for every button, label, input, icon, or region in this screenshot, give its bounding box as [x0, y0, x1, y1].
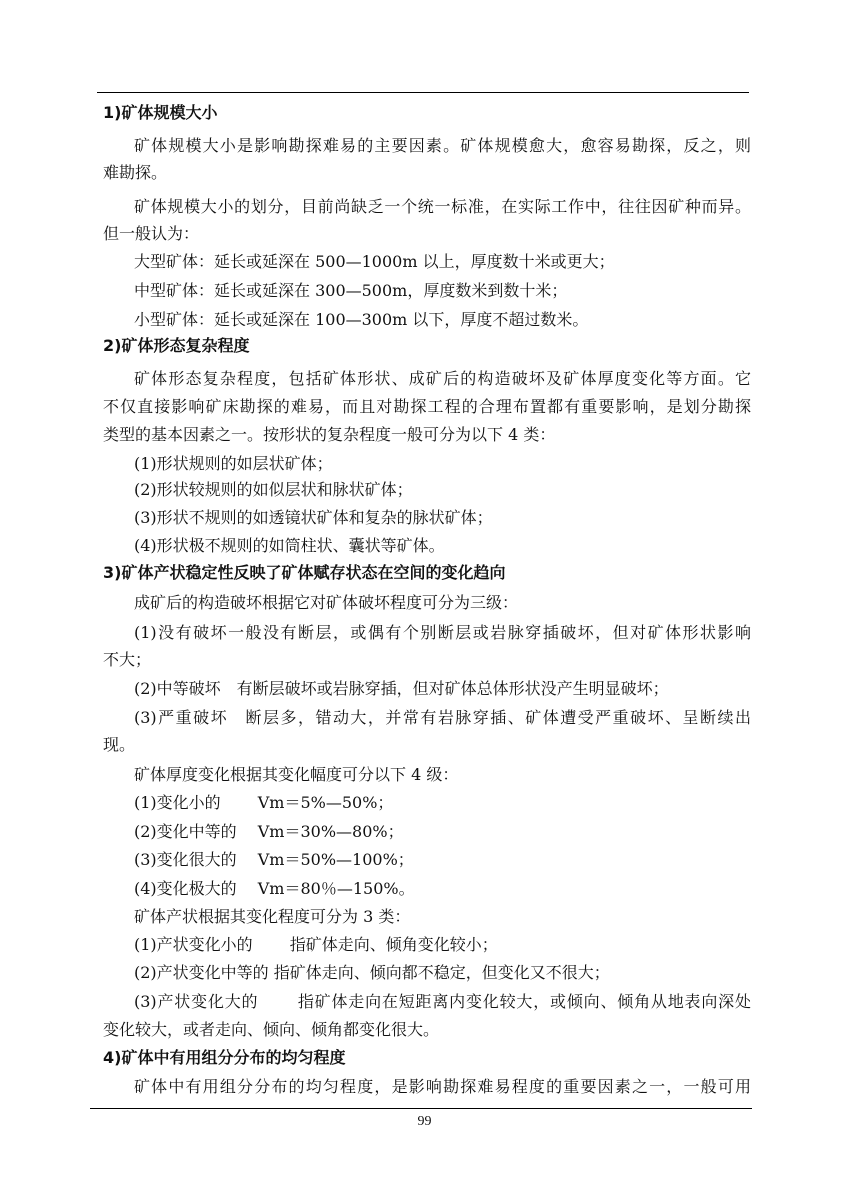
paragraph-line: 成矿后的构造破坏根据它对矿体破坏程度可分为三级：: [134, 593, 519, 612]
list-item: (3)形状不规则的如透镜状矿体和复杂的脉状矿体；: [134, 508, 493, 527]
list-item: (1)形状规则的如层状矿体；: [134, 454, 333, 473]
list-item: (2)形状较规则的如似层状和脉状矿体；: [134, 480, 413, 499]
list-item: (4)变化极大的 Vm＝80％—150%。: [134, 879, 415, 898]
paragraph-line: 矿体规模大小的划分，目前尚缺乏一个统一标准，在实际工作中，往往因矿种而异。: [134, 197, 751, 216]
list-item: (3)严重破坏 断层多，错动大，并常有岩脉穿插、矿体遭受严重破坏、呈断续出: [134, 708, 751, 727]
list-item: (2)产状变化中等的 指矿体走向、倾向都不稳定，但变化又不很大；: [134, 963, 610, 982]
list-item: (2)变化中等的 Vm＝30%—80%；: [134, 822, 404, 841]
paragraph-line: 中型矿体：延长或延深在 300—500m，厚度数米到数十米；: [134, 281, 568, 300]
paragraph-line: 矿体中有用组分分布的均匀程度，是影响勘探难易程度的重要因素之一，一般可用: [134, 1077, 751, 1096]
paragraph-line: 但一般认为：: [103, 224, 200, 243]
list-item: (3)变化很大的 Vm＝50%—100%；: [134, 850, 414, 869]
paragraph-line: 不仅直接影响矿床勘探的难易，而且对勘探工程的合理布置都有重要影响，是划分勘探: [103, 397, 751, 416]
paragraph-line: 矿体厚度变化根据其变化幅度可分以下 4 级：: [134, 765, 459, 784]
section-heading: 3)矿体产状稳定性反映了矿体赋存状态在空间的变化趋向: [103, 563, 506, 582]
section-heading: 2)矿体形态复杂程度: [103, 336, 250, 355]
footer-rule: [90, 1108, 752, 1109]
list-item: (4)形状极不规则的如筒柱状、囊状等矿体。: [134, 536, 445, 555]
page-number: 99: [417, 1114, 432, 1129]
paragraph-line: 大型矿体：延长或延深在 500—1000m 以上，厚度数十米或更大；: [134, 252, 615, 271]
list-item: (1)没有破坏一般没有断层，或偶有个别断层或岩脉穿插破坏，但对矿体形状影响: [134, 623, 751, 642]
paragraph-line: 矿体形态复杂程度，包括矿体形状、成矿后的构造破坏及矿体厚度变化等方面。它: [134, 369, 751, 388]
paragraph-line: 不大；: [103, 650, 152, 669]
list-item: (1)产状变化小的 指矿体走向、倾角变化较小；: [134, 935, 498, 954]
paragraph-line: 小型矿体：延长或延深在 100—300m 以下，厚度不超过数米。: [134, 310, 589, 329]
paragraph-line: 变化较大，或者走向、倾向、倾角都变化很大。: [103, 1020, 440, 1039]
paragraph-line: 矿体产状根据其变化程度可分为 3 类：: [134, 907, 411, 926]
list-item: (2)中等破坏 有断层破坏或岩脉穿插，但对矿体总体形状没产生明显破坏；: [134, 679, 669, 698]
section-heading: 1)矿体规模大小: [103, 103, 218, 122]
list-item: (3)产状变化大的 指矿体走向在短距离内变化较大，或倾向、倾角从地表向深处: [134, 992, 751, 1011]
paragraph-line: 难勘探。: [103, 163, 168, 182]
section-heading: 4)矿体中有用组分分布的均匀程度: [103, 1048, 346, 1067]
paragraph-line: 类型的基本因素之一。按形状的复杂程度一般可分为以下 4 类：: [103, 425, 556, 444]
paragraph-line: 矿体规模大小是影响勘探难易的主要因素。矿体规模愈大，愈容易勘探，反之，则: [134, 136, 751, 155]
list-item: (1)变化小的 Vm＝5%—50%；: [134, 793, 394, 812]
header-rule: [97, 92, 749, 93]
paragraph-line: 现。: [103, 735, 136, 754]
